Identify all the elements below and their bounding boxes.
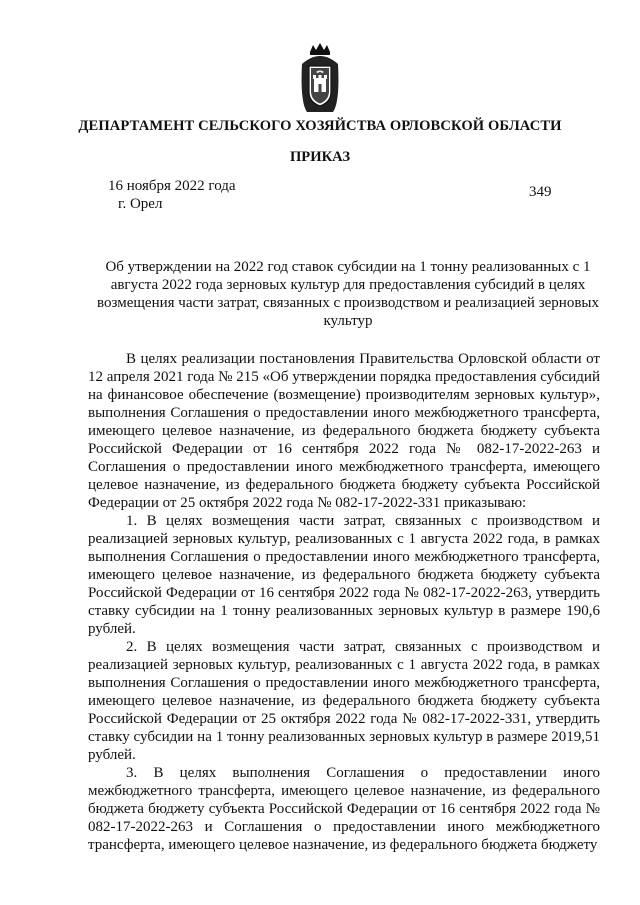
- clause-1-paragraph: 1. В целях возмещения части затрат, связанных с производством и реализацией зерновых культур, реализованных с 1 августа 2022 года, в рамках выполнения Соглашения о предоставлении иного межбюджетного трансферта, имеющего целевое назначение, из федерального бюджета бюджету субъекта Российской Федерации от 16 сентября 2022 года № 082-17-2022-263, утвердить ставку субсидии на 1 тонну реализованных зерновых культур в размере 190,6 рублей.: [88, 513, 600, 637]
- preamble-paragraph: В целях реализации постановления Правительства Орловской области от 12 апреля 2021 года № 215 «Об утверждении порядка предоставления субсидий на финансовое обеспечение (возмещение) производителям зерновых культур», выполнения Соглашения о предоставлении иного межбюджетного трансферта, имеющего целевое назначение, из федерального бюджета бюджету субъекта Российской Федерации от 16 сентября 2022 года № 082-17-2022-263 и Соглашения о предоставлении иного межбюджетного трансферта, имеющего целевое назначение, из федерального бюджета бюджету субъекта Российской Федерации от 25 октября 2022 года № 082-17-2022-331 приказываю:: [88, 351, 600, 511]
- order-subject: Об утверждении на 2022 год ставок субсидии на 1 тонну реализованных с 1 августа 2022 года зерновых культур для предоставления субсидий в целях возмещения части затрат, связанных с производством и реализацией зерновых культур: [97, 259, 599, 329]
- coat-of-arms-emblem: [299, 42, 341, 114]
- department-title: ДЕПАРТАМЕНТ СЕЛЬСКОГО ХОЗЯЙСТВА ОРЛОВСКОЙ ОБЛАСТИ: [78, 118, 562, 134]
- order-city: г. Орел: [118, 196, 163, 212]
- order-body: [88, 350, 600, 854]
- clause-2-paragraph: 2. В целях возмещения части затрат, связанных с производством и реализацией зерновых культур, реализованных с 1 августа 2022 года, в рамках выполнения Соглашения о предоставлении иного межбюджетного трансферта, имеющего целевое назначение, из федерального бюджета бюджету субъекта Российской Федерации от 25 октября 2022 года № 082-17-2022-331, утвердить ставку субсидии на 1 тонну реализованных зерновых культур в размере 2019,51 рублей.: [88, 639, 600, 763]
- order-date: 16 ноября 2022 года: [108, 178, 236, 194]
- document-type-title: ПРИКАЗ: [289, 149, 351, 165]
- order-number: 349: [529, 184, 552, 200]
- clause-3-paragraph: 3. В целях выполнения Соглашения о предоставлении иного межбюджетного трансферта, имеющего целевое назначение, из федерального бюджета бюджету субъекта Российской Федерации от 16 сентября 2022 года № 082-17-2022-263 и Соглашения о предоставлении иного межбюджетного трансферта, имеющего целевое назначение, из федерального бюджета бюджету: [88, 765, 600, 853]
